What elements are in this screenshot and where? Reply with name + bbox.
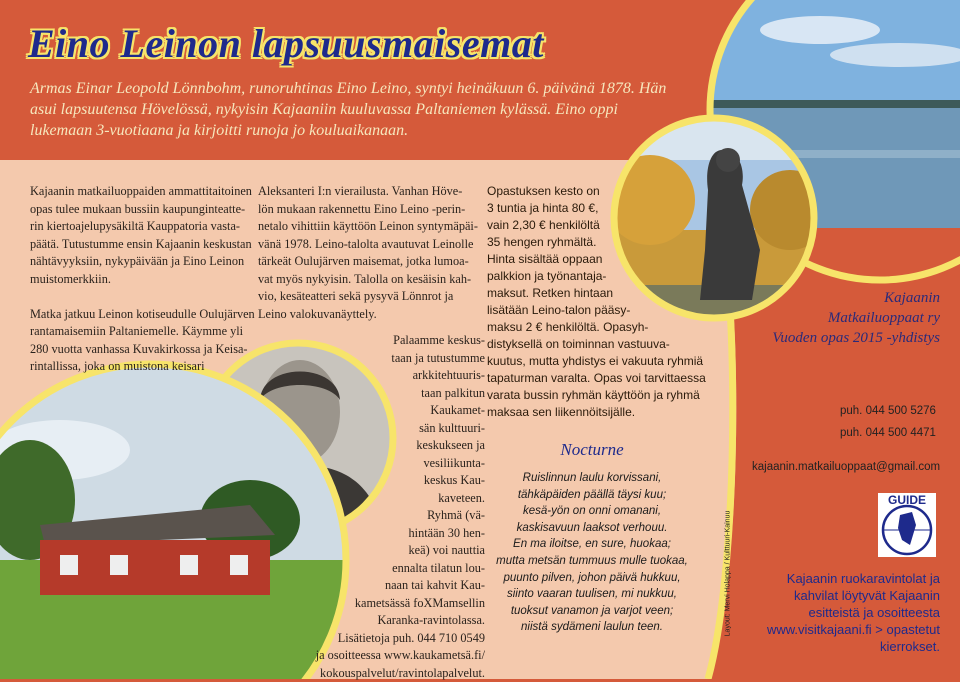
col1-line: päätä. Tutustumme ensin Kajaanin keskustan <box>30 236 250 254</box>
org-line: Kajaanin <box>740 288 940 308</box>
poem-line: En ma iloitse, en sure, huokaa; <box>486 536 698 553</box>
col2b-line: hintään 30 hen- <box>300 525 485 543</box>
text-column-2 <box>258 183 478 323</box>
col3-line: vain 2,30 € henkilöltä <box>487 217 712 234</box>
text-column-2b <box>300 332 485 682</box>
poem-line: siinto vaaran tuulisen, mi nukkuu, <box>486 586 698 603</box>
text-column-3 <box>487 183 712 421</box>
col3-line: 35 hengen ryhmältä. <box>487 234 712 251</box>
guide-logo-text: GUIDE <box>880 493 934 507</box>
col3-line: lisätään Leino-talon pääsy- <box>487 302 712 319</box>
col2b-line: kokouspalvelut/ravintolapalvelut. <box>300 665 485 682</box>
col2-line: lön mukaan rakennettu Eino Leino -perin- <box>258 201 478 219</box>
col1-line: rin kiertoajelupysäkiltä Kauppatoria vasta- <box>30 218 250 236</box>
col2b-line: Kaukamet- <box>300 402 485 420</box>
col2-line: vat myös nykyisin. Talolla on kesäisin kah- <box>258 271 478 289</box>
footer-link[interactable]: www.visitkajaani.fi > opastetut <box>742 621 940 638</box>
poem-box <box>486 440 698 636</box>
col2b-line: keä) voi nauttia <box>300 542 485 560</box>
intro-line-3: lukemaan 3-vuotiaana ja kirjoitti runoja jo kouluaikanaan. <box>30 121 408 141</box>
col2b-line: vesiliikunta- <box>300 455 485 473</box>
col2-line: vänä 1978. Leino-talolta avautuvat Leinolle <box>258 236 478 254</box>
col3-line: tapaturman varalta. Opas voi tarvittaessa <box>487 370 712 387</box>
col1-line: muistomerkkiin. <box>30 271 250 289</box>
footer-line: kahvilat löytyvät Kajaanin <box>742 587 940 604</box>
col2b-line: keskus Kau- <box>300 472 485 490</box>
col1-line: Matka jatkuu Leinon kotiseudulle Oulujärven <box>30 306 250 324</box>
col1-line: nähtävyyksiin, nykypäivään ja Eino Leinon <box>30 253 250 271</box>
phone-2[interactable]: puh. 044 500 4471 <box>840 427 936 439</box>
col3-line: varata bussin ryhmän käyttöön ja ryhmä <box>487 387 712 404</box>
col3-line: maksut. Retken hintaan <box>487 285 712 302</box>
footer-line: kierrokset. <box>742 638 940 655</box>
page-title: Eino Leinon lapsuusmaisemat <box>28 20 544 67</box>
col2b-line: arkkitehtuuris- <box>300 367 485 385</box>
col2b-line: sän kulttuuri- <box>300 420 485 438</box>
col2b-line: Karanka-ravintolassa. <box>300 612 485 630</box>
poem-line: tuoksut vanamon ja varjot veen; <box>486 603 698 620</box>
col2b-line: Palaamme keskus- <box>300 332 485 350</box>
col2b-line: keskukseen ja <box>300 437 485 455</box>
col2b-line: ja osoitteessa www.kaukametsä.fi/ <box>300 647 485 665</box>
col3-line: distyksellä on toiminnan vastuuva- <box>487 336 712 353</box>
col2b-line: taan palkitun <box>300 385 485 403</box>
poem-line: mutta metsän tummuus mulle tuokaa, <box>486 553 698 570</box>
col2-line: Aleksanteri I:n vierailusta. Vanhan Hövе- <box>258 183 478 201</box>
org-line: Matkailuoppaat ry <box>740 308 940 328</box>
org-line: Vuoden opas 2015 -yhdistys <box>740 328 940 348</box>
col3-line: Hinta sisältää oppaan <box>487 251 712 268</box>
footer-line: Kajaanin ruokaravintolat ja <box>742 570 940 587</box>
col2-line: tärkeät Oulujärven maisemat, jotka lumoa- <box>258 253 478 271</box>
email-link[interactable]: kajaanin.matkailuoppaat@gmail.com <box>752 461 940 473</box>
phone-1[interactable]: puh. 044 500 5276 <box>840 405 936 417</box>
col1-line: rintallissa, joka on muistona keisari <box>30 358 250 376</box>
layout-credit <box>718 500 738 660</box>
col2b-line: naan tai kahvit Kau- <box>300 577 485 595</box>
intro-line-1: Armas Einar Leopold Lönnbohm, runoruhtinas Eino Leino, syntyi heinäkuun 6. päivänä 1878. Hän <box>30 79 666 99</box>
col2-line: Leino valokuvanäyttely. <box>258 306 478 324</box>
col3-line: maksaa sen liikennöitsijälle. <box>487 404 712 421</box>
footer-line: esitteistä ja osoitteesta <box>742 604 940 621</box>
org-name <box>740 288 940 348</box>
col2b-line: Lisätietoja puh. 044 710 0549 <box>300 630 485 648</box>
footer-info <box>742 570 940 655</box>
col1-line: 280 vuotta vanhassa Kuvakirkossa ja Keisa- <box>30 341 250 359</box>
col3-line: 3 tuntia ja hinta 80 €, <box>487 200 712 217</box>
col1-line: opas tulee mukaan bussiin kaupunginteatte- <box>30 201 250 219</box>
col2b-line: ennalta tilatun lou- <box>300 560 485 578</box>
poem-line: puunto pilven, johon päivä hukkuu, <box>486 570 698 587</box>
poem-line: kaskisavuun laaksot verhouu. <box>486 520 698 537</box>
col2b-line: taan ja tutustumme <box>300 350 485 368</box>
col3-line: palkkion ja työnantaja- <box>487 268 712 285</box>
layout-credit-text: Layout: Mervi Holappa / Kulttuuri-Kainuu <box>725 494 732 654</box>
poem-line: niistä sydämeni laulun teen. <box>486 619 698 636</box>
poem-title: Nocturne <box>486 440 698 464</box>
col2b-line: Ryhmä (vä- <box>300 507 485 525</box>
poem-body <box>486 470 698 636</box>
col2b-line: kametsässä foXMamsellin <box>300 595 485 613</box>
intro-line-2: asui lapsuutensa Hövelössä, nykyisin Kajaaniin kuuluvassa Paltaniemen kylässä. Eino oppi <box>30 100 618 120</box>
poem-line: kesä-yön on onni omanani, <box>486 503 698 520</box>
col1-line <box>30 288 250 306</box>
col2b-line: kaveteen. <box>300 490 485 508</box>
col3-line: maksu 2 € henkilöltä. Opasyh- <box>487 319 712 336</box>
poem-line: Ruislinnun laulu korvissani, <box>486 470 698 487</box>
poem-line: tähkäpäiden päällä täysi kuu; <box>486 487 698 504</box>
col1-line: Kajaanin matkailuoppaiden ammattitaitoinen <box>30 183 250 201</box>
col2-line: netalo vihittiin käyttöön Leinon syntymäpäi- <box>258 218 478 236</box>
text-column-1 <box>30 183 250 376</box>
col3-line: Opastuksen kesto on <box>487 183 712 200</box>
col1-line: rantamaisemiin Paltaniemelle. Käymme yli <box>30 323 250 341</box>
col3-line: kuutus, mutta yhdistys ei vakuuta ryhmiä <box>487 353 712 370</box>
col2-line: vio, kesäteatteri sekä pysyvä Lönnrot ja <box>258 288 478 306</box>
